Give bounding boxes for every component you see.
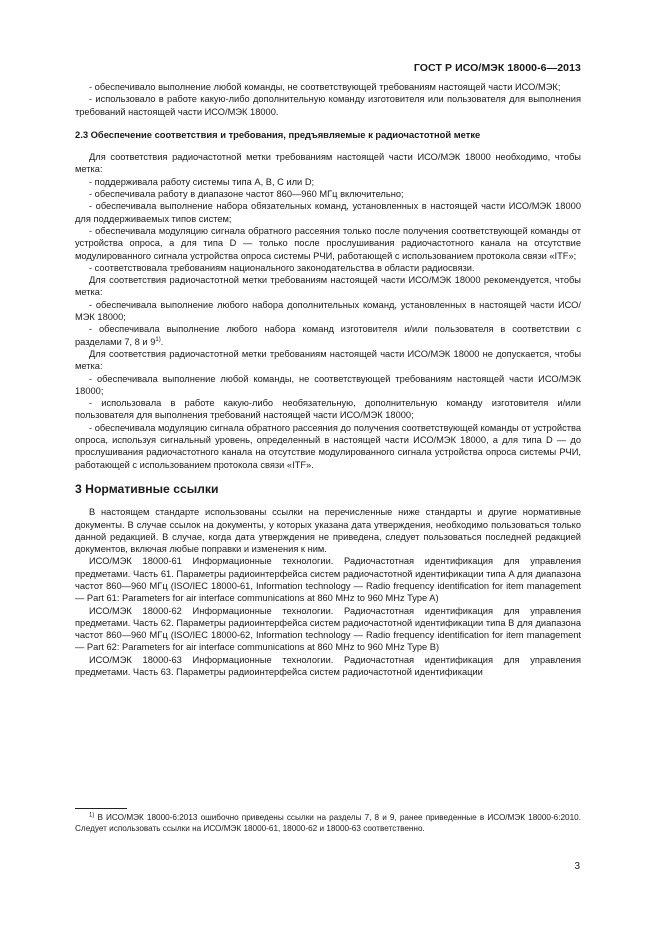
page-header-doc-id: ГОСТ Р ИСО/МЭК 18000-6—2013 [413,62,581,74]
intro-para-1: - обеспечивало выполнение любой команды, не соответствующей требованиям настоящей части ИСО/МЭК; [89,82,561,92]
para-text: - обеспечивала выполнение любого набора команд изготовителя и/или пользователя в соответствии с разделами 7, 8 и 9 [75,324,581,347]
section-2-3-para: Для соответствия радиочастотной метки требованиям настоящей части ИСО/МЭК 18000 рекомендуется, чтобы метка: [75,275,581,298]
section-2-3-para: - соответствовала требованиям национального законодательства в области радиосвязи. [89,262,475,273]
section-2-3-para: - обеспечивала модуляцию сигнала обратного рассеяния до получения соответствующей команды от устройства опроса, используя сигнальный уровень, определенный в настоящей части ИСО/МЭК 18000, а для типа D — до прослушивания радиочастотного канала на отсутствие модулированного сигнала устройства опроса системы РЧИ, работающей с использованием протокола связи «ITF». [75,422,581,470]
footnote-ref: 1) [155,336,161,343]
section-2-3-para: Для соответствия радиочастотной метки требованиям настоящей части ИСО/МЭК 18000 не допускается, чтобы метка: [75,348,581,372]
page-number: 3 [574,861,580,872]
footnote-divider [75,808,127,809]
section-3-reference: ИСО/МЭК 18000-63 Информационные технологии. Радиочастотная идентификация для управления предметами. Часть 63. Параметры радиоинтерфейса систем радиочастотной идентификации [75,654,581,678]
section-2-3-para: - обеспечивала работу в диапазоне частот 860—960 МГц включительно; [89,189,404,200]
section-2-3-heading: 2.3 Обеспечение соответствия и требования, предъявляемые к радиочастотной метке [75,128,481,140]
section-2-3-para: - обеспечивала модуляцию сигнала обратного рассеяния только после получения соответствующей команды от устройства опроса, а для типа D — только после прослушивания радиочастотного канала на отсутствие модулированного сигнала устройства опроса системы РЧИ, работающей с использованием протокола связи «ITF»; [75,225,581,261]
intro-para-2: - использовало в работе какую-либо дополнительную команду изготовителя или пользователя для выполнения требований настоящей части ИСО/МЭК 18000. [75,94,581,117]
section-2-3-para: - использовала в работе какую-либо необязательную, дополнительную команду изготовителя и/или пользователя для выполнения требований настоящей части ИСО/МЭК 18000; [75,398,581,421]
section-3-heading: 3 Нормативные ссылки [75,481,219,496]
section-2-3-para: Для соответствия радиочастотной метки требованиям настоящей части ИСО/МЭК 18000 необходимо, чтобы метка: [75,152,581,175]
section-2-3-para: - обеспечивала выполнение любой команды, не соответствующей требованиям настоящей части ИСО/МЭК 18000; [75,373,581,396]
section-2-3-para: - поддерживала работу системы типа A, B, C или D; [89,176,315,187]
footnote-mark: 1) [89,812,95,819]
section-3-para: В настоящем стандарте использованы ссылки на перечисленные ниже стандарты и другие нормативные документы. В случае ссылок на документы, у которых указана дата утверждения, необходимо пользоваться только данной редакцией. В случае, когда дата утверждения не приведена, следует пользоваться последней редакцией документов, включая любые поправки и изменения к ним. [75,507,581,555]
footnote-text: В ИСО/МЭК 18000-6:2013 ошибочно приведены ссылки на разделы 7, 8 и 9, ранее приведенные в ИСО/МЭК 18000-6:2010. Следует использовать ссылки на ИСО/МЭК 18000-61, 18000-62 и 18000-63 соответственно. [75,813,581,833]
section-3-reference: ИСО/МЭК 18000-61 Информационные технологии. Радиочастотная идентификация для управления предметами. Часть 61. Параметры радиоинтерфейса систем радиочастотной идентификации типа A для диапазона частот 860—960 МГц (ISO/IEC 18000-61, Information technology — Radio frequency identification for item management — Part 61: Parameters for air interface communications at 860 MHz to 960 MHz Type A) [75,556,581,604]
section-2-3-para: - обеспечивала выполнение набора обязательных команд, установленных в настоящей части ИСО/МЭК 18000 для поддерживаемых типов систем; [75,201,581,224]
section-2-3-para-with-footnote [75,323,581,348]
section-3-reference: ИСО/МЭК 18000-62 Информационные технологии. Радиочастотная идентификация для управления предметами. Часть 62. Параметры радиоинтерфейса систем радиочастотной идентификации типа B для диапазона частот 860—960 МГц (ISO/IEC 18000-62, Information technology — Radio frequency identification for item management — Part 62: Parameters for air interface communications at 860 MHz to 960 MHz Type B) [75,605,581,653]
document-body [75,81,581,678]
footnote [75,812,581,834]
section-2-3-para: - обеспечивала выполнение любого набора дополнительных команд, установленных в настоящей части ИСО/МЭК 18000; [75,299,581,323]
para-end: . [160,336,164,347]
